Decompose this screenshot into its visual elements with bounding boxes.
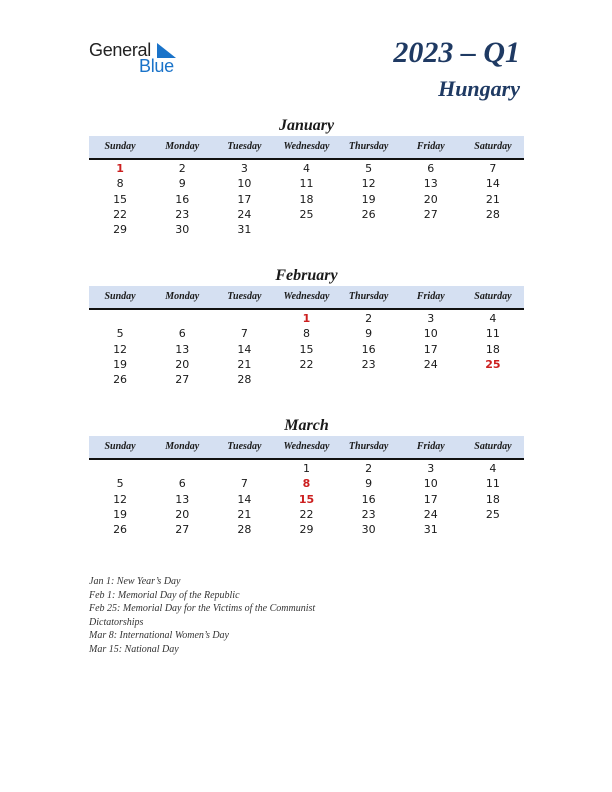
day-cell: 9 <box>365 477 373 491</box>
day-cell: 2 <box>178 162 186 175</box>
day-cell: 4 <box>489 312 497 325</box>
day-cell: 29 <box>113 223 128 237</box>
weekday-label: Saturday <box>474 141 512 152</box>
day-cell: 1 <box>116 162 124 175</box>
empty-day-cell <box>275 222 337 237</box>
month-grid <box>89 461 524 537</box>
weekday-label: Sunday <box>104 141 136 152</box>
month-january <box>89 116 524 237</box>
day-cell: 19 <box>113 357 128 371</box>
empty-day-cell <box>213 311 275 326</box>
logo <box>89 40 189 76</box>
day-cell: 28 <box>237 373 252 387</box>
week-row <box>89 461 524 476</box>
day-cell: 6 <box>178 327 186 341</box>
day-cell: 17 <box>423 342 438 356</box>
logo-word-general: General <box>89 40 151 60</box>
day-cell: 18 <box>485 492 500 506</box>
empty-day-cell <box>400 372 462 387</box>
day-cell: 3 <box>427 312 435 325</box>
day-cell: 17 <box>423 492 438 506</box>
day-cell: 18 <box>299 192 314 206</box>
day-cell: 10 <box>237 177 252 191</box>
day-cell: 24 <box>237 207 252 221</box>
day-cell: 20 <box>175 357 190 371</box>
week-row <box>89 311 524 326</box>
day-cell: 26 <box>113 373 128 387</box>
day-cell: 22 <box>113 207 128 221</box>
day-cell: 29 <box>299 523 314 537</box>
day-cell: 12 <box>113 342 128 356</box>
day-cell: 18 <box>485 342 500 356</box>
empty-day-cell <box>400 222 462 237</box>
day-cell: 3 <box>240 162 248 175</box>
week-row <box>89 342 524 357</box>
holiday-note: Feb 1: Memorial Day of the Republic <box>89 589 240 601</box>
day-cell: 19 <box>361 192 376 206</box>
weekday-label: Sunday <box>104 291 136 302</box>
weekday-label: Wednesday <box>283 141 330 152</box>
day-cell: 7 <box>489 162 497 175</box>
day-cell: 25 <box>299 207 314 221</box>
day-cell: 21 <box>237 507 252 521</box>
day-cell: 22 <box>299 507 314 521</box>
day-cell: 25 <box>485 357 501 371</box>
day-cell: 31 <box>423 523 438 537</box>
week-row <box>89 161 524 176</box>
holiday-notes <box>89 575 315 656</box>
day-cell: 16 <box>361 342 376 356</box>
day-cell: 2 <box>365 462 373 475</box>
month-name: March <box>284 417 329 434</box>
weekday-label: Wednesday <box>283 291 330 302</box>
weekday-label: Friday <box>416 291 445 302</box>
day-cell: 2 <box>365 312 373 325</box>
day-cell: 26 <box>113 523 128 537</box>
empty-day-cell <box>275 372 337 387</box>
day-cell: 28 <box>485 207 500 221</box>
weekday-header <box>89 286 524 310</box>
day-cell: 6 <box>178 477 186 491</box>
weekday-label: Thursday <box>348 291 389 302</box>
weekday-label: Tuesday <box>227 441 262 452</box>
day-cell: 27 <box>423 207 438 221</box>
weekday-label: Wednesday <box>283 441 330 452</box>
day-cell: 9 <box>365 327 373 341</box>
day-cell: 12 <box>113 492 128 506</box>
month-name: January <box>278 117 335 134</box>
day-cell: 16 <box>175 192 190 206</box>
weekday-header <box>89 136 524 160</box>
holiday-note: Dictatorships <box>89 616 144 628</box>
day-cell: 5 <box>116 477 124 491</box>
empty-day-cell <box>151 461 213 476</box>
week-row <box>89 372 524 387</box>
day-cell: 22 <box>299 357 314 371</box>
day-cell: 30 <box>361 523 376 537</box>
day-cell: 28 <box>237 523 252 537</box>
day-cell: 17 <box>237 192 252 206</box>
day-cell: 8 <box>116 177 124 191</box>
day-cell: 20 <box>175 507 190 521</box>
day-cell: 23 <box>175 207 190 221</box>
holiday-note: Mar 8: International Women’s Day <box>89 630 229 641</box>
day-cell: 21 <box>485 192 500 206</box>
logo-word-blue: Blue <box>139 56 174 76</box>
day-cell: 11 <box>299 177 314 191</box>
day-cell: 31 <box>237 223 252 237</box>
day-cell: 30 <box>175 223 190 237</box>
day-cell: 14 <box>237 492 252 506</box>
weekday-label: Saturday <box>474 441 512 452</box>
month-grid <box>89 161 524 237</box>
empty-day-cell <box>462 522 524 537</box>
day-cell: 12 <box>361 177 376 191</box>
day-cell: 24 <box>423 507 438 521</box>
weekday-header <box>89 436 524 460</box>
week-row <box>89 326 524 341</box>
weekday-label: Monday <box>165 441 200 452</box>
day-cell: 10 <box>423 477 438 491</box>
day-cell: 8 <box>302 477 311 491</box>
day-cell: 21 <box>237 357 252 371</box>
day-cell: 23 <box>361 357 376 371</box>
day-cell: 13 <box>175 492 190 506</box>
day-cell: 6 <box>427 162 435 175</box>
day-cell: 19 <box>113 507 128 521</box>
month-february <box>89 266 524 387</box>
holiday-note: Jan 1: New Year’s Day <box>89 576 181 587</box>
country-name: Hungary <box>438 76 520 101</box>
day-cell: 27 <box>175 373 190 387</box>
holiday-note: Mar 15: National Day <box>89 643 179 655</box>
empty-day-cell <box>89 461 151 476</box>
empty-day-cell <box>89 311 151 326</box>
day-cell: 10 <box>423 327 438 341</box>
day-cell: 4 <box>489 462 497 475</box>
day-cell: 11 <box>485 477 500 491</box>
empty-day-cell <box>462 372 524 387</box>
day-cell: 15 <box>298 492 315 506</box>
week-row <box>89 222 524 237</box>
day-cell: 4 <box>302 162 310 175</box>
weekday-label: Tuesday <box>227 141 262 152</box>
weekday-label: Thursday <box>348 141 389 152</box>
week-row <box>89 476 524 491</box>
holiday-note: Feb 25: Memorial Day for the Victims of the Communist <box>89 603 316 614</box>
empty-day-cell <box>338 372 400 387</box>
day-cell: 5 <box>116 327 124 341</box>
day-cell: 25 <box>485 507 500 521</box>
weekday-label: Monday <box>165 291 200 302</box>
day-cell: 27 <box>175 523 190 537</box>
day-cell: 24 <box>423 357 438 371</box>
day-cell: 16 <box>361 492 376 506</box>
week-row <box>89 357 524 372</box>
month-grid <box>89 311 524 387</box>
weekday-label: Friday <box>416 141 445 152</box>
day-cell: 26 <box>361 207 376 221</box>
week-row <box>89 192 524 207</box>
weekday-label: Thursday <box>348 441 389 452</box>
week-row <box>89 507 524 522</box>
day-cell: 11 <box>485 327 500 341</box>
weekday-label: Tuesday <box>227 291 262 302</box>
day-cell: 3 <box>427 462 435 475</box>
day-cell: 15 <box>113 192 128 206</box>
day-cell: 14 <box>485 177 500 191</box>
week-row <box>89 492 524 507</box>
day-cell: 1 <box>302 462 310 475</box>
week-row <box>89 176 524 191</box>
week-row <box>89 207 524 222</box>
weekday-label: Monday <box>165 141 200 152</box>
day-cell: 14 <box>237 342 252 356</box>
day-cell: 5 <box>365 162 373 175</box>
day-cell: 7 <box>240 327 248 341</box>
day-cell: 9 <box>178 177 186 191</box>
day-cell: 13 <box>175 342 190 356</box>
weekday-label: Sunday <box>104 441 136 452</box>
month-march <box>89 416 524 537</box>
day-cell: 1 <box>302 312 311 325</box>
empty-day-cell <box>462 222 524 237</box>
day-cell: 13 <box>423 177 438 191</box>
week-row <box>89 522 524 537</box>
month-name: February <box>275 267 338 284</box>
day-cell: 15 <box>299 342 314 356</box>
day-cell: 7 <box>240 477 248 491</box>
weekday-label: Saturday <box>474 291 512 302</box>
day-cell: 20 <box>423 192 438 206</box>
empty-day-cell <box>338 222 400 237</box>
empty-day-cell <box>213 461 275 476</box>
weekday-label: Friday <box>416 441 445 452</box>
day-cell: 8 <box>302 327 310 341</box>
day-cell: 23 <box>361 507 376 521</box>
page-title: 2023 – Q1 <box>393 36 520 69</box>
empty-day-cell <box>151 311 213 326</box>
